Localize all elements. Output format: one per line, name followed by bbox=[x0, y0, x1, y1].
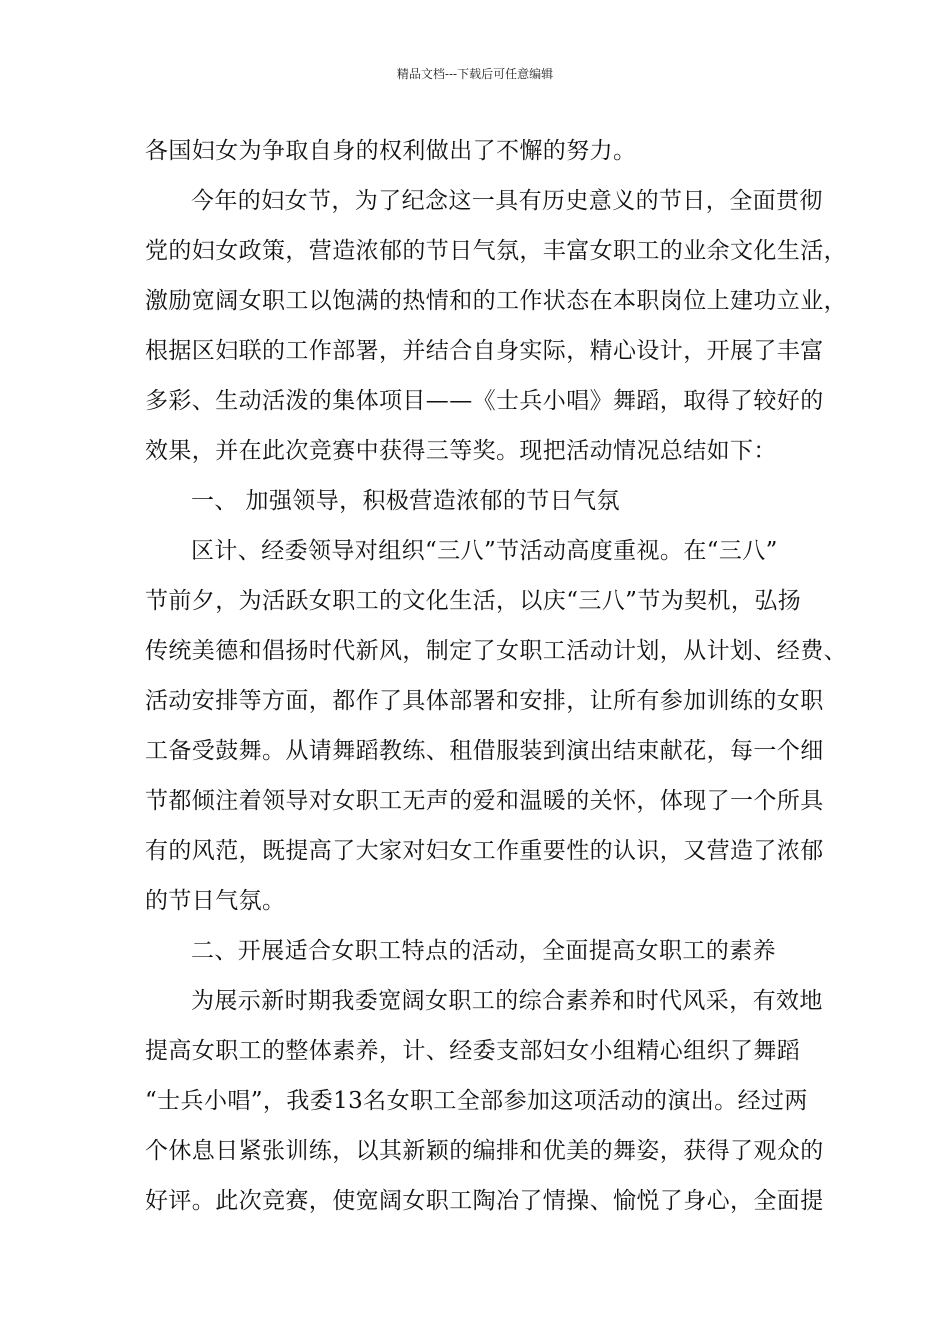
body-line: 提高女职工的整体素养，计、经委支部妇女小组精心组织了舞蹈 bbox=[145, 1038, 801, 1064]
body-line: 区计、经委领导对组织“三八”节活动高度重视。在“三八” bbox=[191, 538, 778, 564]
section-heading: 一、 加强领导，积极营造浓郁的节日气氛 bbox=[191, 488, 620, 514]
body-line: 有的风范，既提高了大家对妇女工作重要性的认识，又营造了浓郁 bbox=[145, 838, 824, 864]
body-line: 效果，并在此次竞赛中获得三等奖。现把活动情况总结如下： bbox=[145, 438, 777, 464]
body-line: 多彩、生动活泼的集体项目——《士兵小唱》舞蹈，取得了较好的 bbox=[145, 388, 824, 414]
body-line: 个休息日紧张训练，以其新颖的编排和优美的舞姿，获得了观众的 bbox=[145, 1138, 824, 1164]
body-line: 党的妇女政策，营造浓郁的节日气氛，丰富女职工的业余文化生活， bbox=[145, 238, 847, 264]
body-line: 今年的妇女节，为了纪念这一具有历史意义的节日，全面贯彻 bbox=[191, 188, 823, 214]
body-line: 活动安排等方面，都作了具体部署和安排，让所有参加训练的女职 bbox=[145, 688, 824, 714]
body-line: 各国妇女为争取自身的权利做出了不懈的努力。 bbox=[145, 138, 637, 164]
section-heading: 二、开展适合女职工特点的活动，全面提高女职工的素养 bbox=[191, 938, 776, 964]
body-line: 节前夕，为活跃女职工的文化生活，以庆“三八”节为契机，弘扬 bbox=[145, 588, 802, 614]
body-line: 工备受鼓舞。从请舞蹈教练、租借服装到演出结束献花，每一个细 bbox=[145, 738, 824, 764]
body-line: “士兵小唱”，我委13名女职工全部参加这项活动的演出。经过两 bbox=[145, 1088, 808, 1114]
body-line: 节都倾注着领导对女职工无声的爱和温暖的关怀，体现了一个所具 bbox=[145, 788, 824, 814]
body-line: 根据区妇联的工作部署，并结合自身实际，精心设计，开展了丰富 bbox=[145, 338, 824, 364]
body-line: 为展示新时期我委宽阔女职工的综合素养和时代风采，有效地 bbox=[191, 988, 823, 1014]
body-line: 的节日气氛。 bbox=[145, 888, 286, 914]
body-line: 好评。此次竞赛，使宽阔女职工陶冶了情操、愉悦了身心，全面提 bbox=[145, 1188, 824, 1214]
body-line: 激励宽阔女职工以饱满的热情和的工作状态在本职岗位上建功立业， bbox=[145, 288, 847, 314]
page-header: 精品文档---下载后可任意编辑 bbox=[396, 67, 554, 81]
body-line: 传统美德和倡扬时代新风，制定了女职工活动计划，从计划、经费、 bbox=[145, 638, 847, 664]
